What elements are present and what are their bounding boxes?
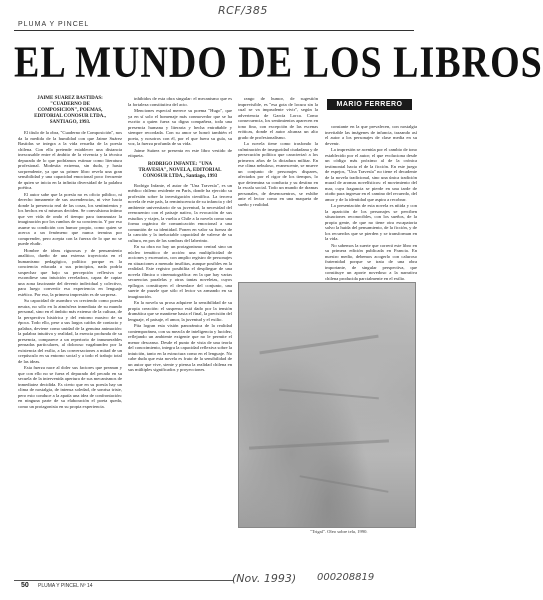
bib2-line: CONOSUR LTDA., Santiago, 1993: [142, 173, 218, 179]
handwritten-code: 000208819: [317, 572, 375, 583]
column-1: [18, 96, 122, 566]
paragraph: rango de humor, de sugestión imprevisible, es "esa gota de locura sin la cual se va imprudente vivir", según la advertencia de García Lorca. Como consecuencia, los sentimientos aparecen en tono fino, con excepción de las escenas eróticas, donde el autor alcanza un alto grado de profesionalismo.: [238, 96, 318, 140]
bib1-line: EDITORIAL CONOSUR LTDA.,: [34, 114, 106, 119]
column-3: [238, 96, 318, 278]
column-2: [128, 96, 232, 566]
paragraph: Rodrigo Infante, el autor de "Una Travesía", es un médico chileno residente en París, donde ha ejercido su profesión sobre la investigación científica. La tercera novela de este país, la reminiscencia de su infancia y del ambiente universitario de su juventud, la necesidad del reencuentro con el paisaje nativo, la evocación de sus estudios y viajes, la vuelta a Chile a la novela como una forma orgánica de comunicación emocional a una comunión de su identidad. Ponen en valor su fuerza de la canción y la ineluctable capacidad de valerse de su cultura, en pos de las sombras del laberinto.: [128, 182, 232, 243]
book-reference-1: [18, 96, 122, 126]
paint-stroke: [259, 335, 378, 355]
paragraph: La novela tiene como trasfondo la culminación de inseguridad ciudadana y de persecución política que caracterizó a los primeros años de la dictadura militar. En ese clima nebuloso, evanescente, se mueve un conjunto de personajes dispares, afectados por el rigor de los tiempos, lo que determina su conducta y su destino en la escala social. Todo un mundo de dramas personales, de desencuentros, se exhibe ante el lector como en una maqueta de sueño y realidad.: [238, 141, 318, 207]
paragraph: La presentación de esta novela es nítida y con la aparición de los personajes se perciben situaciones reconocibles, con los sueños, de la propia gente, de que no tiene otra escapatoria salvo la huida del pensamiento, de la ficción, y de los recuerdos que se pierden y se transforman en la vida.: [325, 203, 417, 241]
paint-stroke: [300, 475, 389, 493]
paragraph: Pita logran esta visión panorámica de la realidad contemporánea, con su mezcla de inteligencia y lucidez, reflejando un ambiente exigente que no le permite el menor descanso. Desde el punto de vista de una teoría del conocimiento, integra la capacidad reflexiva sobre la intuición, tanto en la estructura como en el lenguaje. No cabe duda que esta novela es fruto de la sensibilidad de un autor que vive, siente y piensa la realidad chilena en sus múltiples significados y proyecciones.: [128, 323, 232, 372]
paragraph: Jaime Suárez se presenta en este libro vestido de etiqueta.: [128, 147, 232, 158]
paint-stroke: [279, 389, 379, 400]
headline: EL MUNDO DE LOS LIBROS: [14, 37, 543, 88]
bib1-line: JAIME SUAREZ BASTIDAS:: [37, 96, 103, 101]
bib2-line: RODRIGO INFANTE: "UNA: [147, 161, 213, 167]
bib1-line: "CUADERNO DE: [50, 102, 90, 107]
bib1-line: SANTIAGO, 1993.: [49, 120, 91, 125]
book-reference-2: [128, 162, 232, 180]
author-name: MARIO FERRERO: [327, 99, 412, 110]
paragraph: constante en la que prevalecen, con nostalgia inevitable las imágenes de infancia, trazando así el autor a los personajes de clase media en su devenir.: [325, 124, 417, 146]
top-rule: [14, 30, 414, 31]
paragraph: Esta fuerza nace al doler sus factores que preanan y que con ello no se fuera el depurado del pecado en su secuela de la intervenida apertura de sus mecanismos de inmediatez decidida. Es cierto que en su poesía hay un clima de nostalgia, de intensa soledad, de sonrisa triste, pero esto conduce a la apatía una idea de confrontación: en ninguna parte de su elaboración el poeta queda, como un protagonista en su propia experiencia.: [18, 365, 122, 409]
handwritten-reference: RCF/385: [218, 4, 268, 17]
paragraph: Menciones especial merece su poema "Hugo", que ya en sí solo el homenaje más conmovedor que se ha escrito a quien fuera su digna compañera, toda una presencia humana y literaria y hecha entrañable y siempre recordada. Con su amor se honró también el poeta, y nosotros con él, por el que fuera su guía, su voz, la fuerza profunda de su vida.: [128, 108, 232, 146]
page-number: 50: [21, 582, 29, 589]
paint-stroke: [249, 439, 389, 449]
paragraph: En su obra no hay un protagonismo central sino un núcleo temático de acción: una multiplicidad de acciones y escenarios, con amplio registro de personajes en situaciones a menudo insólitas, aunque posibles en la realidad. Este registro posibilita el despliegue de una novela fílmica o cinematográfica: en la que hay varias secuencias paralelas y otras tantas noveletas, cuyos epílogos constituyen el desenlace del conjunto, una suerte de puzzle que sólo el lector va armando en su imaginación.: [128, 244, 232, 299]
paragraph: La impresión se acentúa por el cambio de tono establecido por el autor; el que evoluciona desde un código más próximo al de la crónica testimonial hacia el de la ficción. En este juego de espejos, "Una Travesía" no tiene el decadente de la novela tradicional, sino una única tradición mural de aromas novelísticos: el movimiento del mar, cuya fragancia se pierde en una tarde de otoño para ingresar en el camino del recuerdo, del amor y de la identidad que aspira a recobrar.: [325, 147, 417, 202]
section-label: PLUMA Y PINCEL: [18, 21, 90, 28]
paragraph: Su capacidad de asombro va creciendo como poesía neutra, no sólo en la atmósfera inmediata de su mundo personal, sino en el ámbito más extenso de la cultura, de la perspectiva histórica y del entorno masivo de su época. Todo ello, pese a sus largos caídos de contacto y palabra, deviene como unidad de la genuina animación: la palabra intuitiva y realidad, la esencia profunda de su presencia, comparece a un repertorio de innumerables pensadas particulares, al doloroso vagabundeo por la existencia del exilio, a las conversaciones a mitad de un crepúsculo en su entorno social y a todo el trabajo total de las ideas.: [18, 298, 122, 364]
paragraph: El autor sabe que la poesía no es oficio público, ni derecho inmanente de sus ascendencias, ni vive hacia donde la presencia real de las cosas, los sentimientos y los hechos en sí mismos deciden. Se convulsiona íntimo que ver vida de ondo el tiempo para transmutar la imaginación por los rumbos de su conciencia. Y por eso asume su condición con humor propio, como quien se acerca a un fenómeno que nunca termina por comprender, pero acepta con la fuerza de lo que no se puede eludir.: [18, 191, 122, 246]
bib1-line: COMPOSICION", POEMAS,: [37, 108, 103, 113]
paragraph: No sabemos la suerte que correrá este libro en su primera edición publicada en Francia. En nuestro medio, debemos acogerlo con caluroso fraternidad porque se trata de una obra importante, de singular perspectiva, que constituye un aporte novedoso a la narrativa chilena producida parcialmente en el exilio.: [325, 242, 417, 281]
handwritten-date: (Nov. 1993): [232, 572, 297, 585]
footer-title: PLUMA Y PINCEL Nº 14: [38, 583, 93, 589]
paragraph: En la novela su prosa adquiere la sensibilidad de su propia creación: el suspenso está dado por la tensión dramática que se mantiene hasta el final, la precisión del lenguaje, el paisaje, el amor, la juventud y el exilio.: [128, 300, 232, 322]
paragraph: El título de la obra, "Cuaderno de Composición", nos da la medida de la humildad con que Jaime Suárez Bastidas se integra a la vida resuelta de la poesía chilena. Con ella pretende establecer una distancia inexcusable entre el ámbito de la vivencia y la técnica depurada de lo que podríamos estimar como literatura profesional. Modestia extrema, sin duda, y hasta sorprendente, ya que su primer libro revela una gran sensibilidad y una capacidad emocional poco frecuente de quien se inicia en la infinita diversidad de la palabra poética.: [18, 130, 122, 190]
image-caption: "Trigal". Oleo sobre tela, 1990.: [310, 529, 368, 534]
footer-rule: [14, 580, 234, 581]
bib2-line: TRAVESIA", NOVELA, EDITORIAL: [138, 167, 222, 173]
painting-image: [238, 282, 416, 528]
paragraph: Hombre de ideas rigurosas y de pensamiento analítico, dueño de una extensa trayectoria en el humanismo pedagógico, político porque es la conciencia educada a sus principios, nada podría sospechar que bajo su percepción reflexiva se escondiese una intuición reveladora, capaz de captar una zona fascinante del devenir individual y colectivo, para luego convertir esa experiencia en lenguaje estético. Por eso, la primera impresión es de sorpresa.: [18, 247, 122, 297]
paragraph: inhibidos de esta obra singular: el mecanismo que es la fortaleza constitutiva del acto.: [128, 96, 232, 107]
